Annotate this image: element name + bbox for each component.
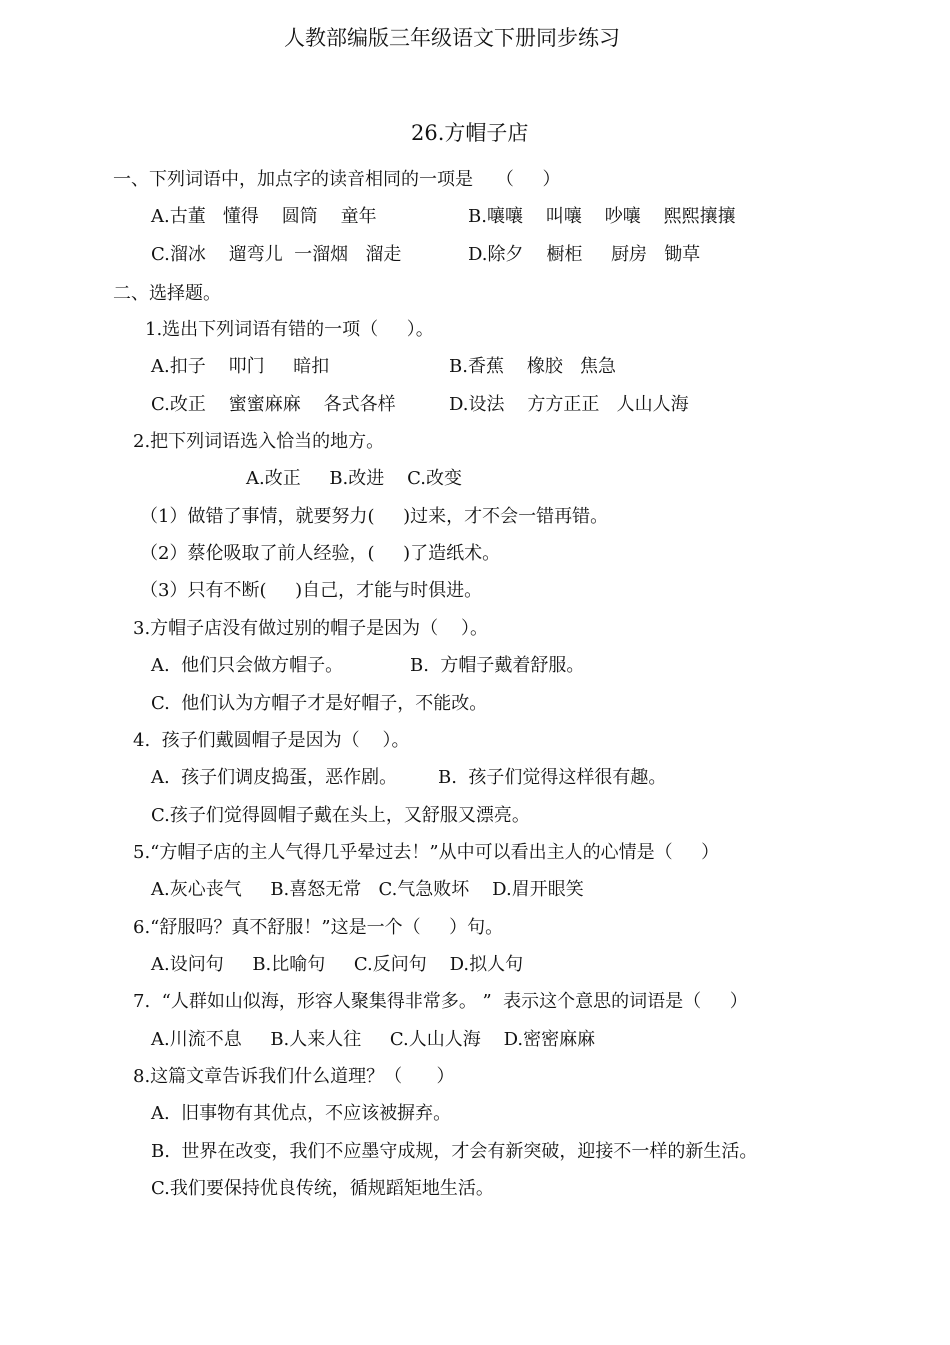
q1-option-c: C.改正 蜜蜜麻麻 各式各样 [151,394,396,415]
q3-stem: 3.方帽子店没有做过别的帽子是因为（ ）。 [133,618,489,639]
section1-option-b: B.嚷嚷 叫嚷 吵嚷 熙熙攘攘 [468,206,736,227]
q3-option-b: B. 方帽子戴着舒服。 [410,655,585,676]
q2-blank-1: （1）做错了事情，就要努力( )过来，才不会一错再错。 [140,506,609,527]
q1-option-b: B.香蕉 橡胶 焦急 [449,356,617,377]
q8-option-c: C.我们要保持优良传统，循规蹈矩地生活。 [151,1178,494,1199]
q4-stem: 4. 孩子们戴圆帽子是因为（ ）。 [133,730,410,751]
q7-options: A.川流不息 B.人来人往 C.人山人海 D.密密麻麻 [151,1029,596,1050]
q8-option-a: A. 旧事物有其优点，不应该被摒弃。 [151,1103,452,1124]
q6-options: A.设问句 B.比喻句 C.反问句 D.拟人句 [151,954,524,975]
q5-stem: 5.“方帽子店的主人气得几乎晕过去！”从中可以看出主人的心情是（ ） [133,842,720,863]
q1-option-d: D.设法 方方正正 人山人海 [449,394,689,415]
q8-stem: 8.这篇文章告诉我们什么道理？（ ） [133,1066,455,1087]
section1-option-c: C.溜冰 遛弯儿 一溜烟 溜走 [151,244,402,265]
q1-option-a: A.扣子 叩门 暗扣 [151,356,330,377]
q7-stem: 7. “人群如山似海，形容人聚集得非常多。 ” 表示这个意思的词语是（ ） [133,991,748,1012]
q3-option-a: A. 他们只会做方帽子。 [151,655,344,676]
q5-options: A.灰心丧气 B.喜怒无常 C.气急败坏 D.眉开眼笑 [151,879,584,900]
q6-stem: 6.“舒服吗？真不舒服！”这是一个（ ）句。 [133,917,504,938]
q3-option-c: C. 他们认为方帽子才是好帽子，不能改。 [151,693,488,714]
q4-option-a: A. 孩子们调皮捣蛋，恶作剧。 [151,767,398,788]
q2-blank-3: （3）只有不断( )自己，才能与时俱进。 [140,580,483,601]
page-title: 26.方帽子店 [411,121,529,145]
section1-question: 一、下列词语中，加点字的读音相同的一项是 （ ） [113,169,561,190]
section1-option-d: D.除夕 橱柜 厨房 锄草 [468,244,701,265]
q8-option-b: B. 世界在改变，我们不应墨守成规，才会有新突破，迎接不一样的新生活。 [151,1141,758,1162]
q2-options: A.改正 B.改进 C.改变 [246,468,463,489]
q4-option-b: B. 孩子们觉得这样很有趣。 [438,767,667,788]
q2-blank-2: （2）蔡伦吸取了前人经验，( )了造纸术。 [140,543,501,564]
q1-stem: 1.选出下列词语有错的一项（ ）。 [145,319,434,340]
q2-stem: 2.把下列词语选入恰当的地方。 [133,431,385,452]
q4-option-c: C.孩子们觉得圆帽子戴在头上，又舒服又漂亮。 [151,805,530,826]
section2-heading: 二、选择题。 [113,283,221,304]
section1-option-a: A.古董 懂得 圆筒 童年 [151,206,377,227]
page-header: 人教部编版三年级语文下册同步练习 [284,26,620,50]
